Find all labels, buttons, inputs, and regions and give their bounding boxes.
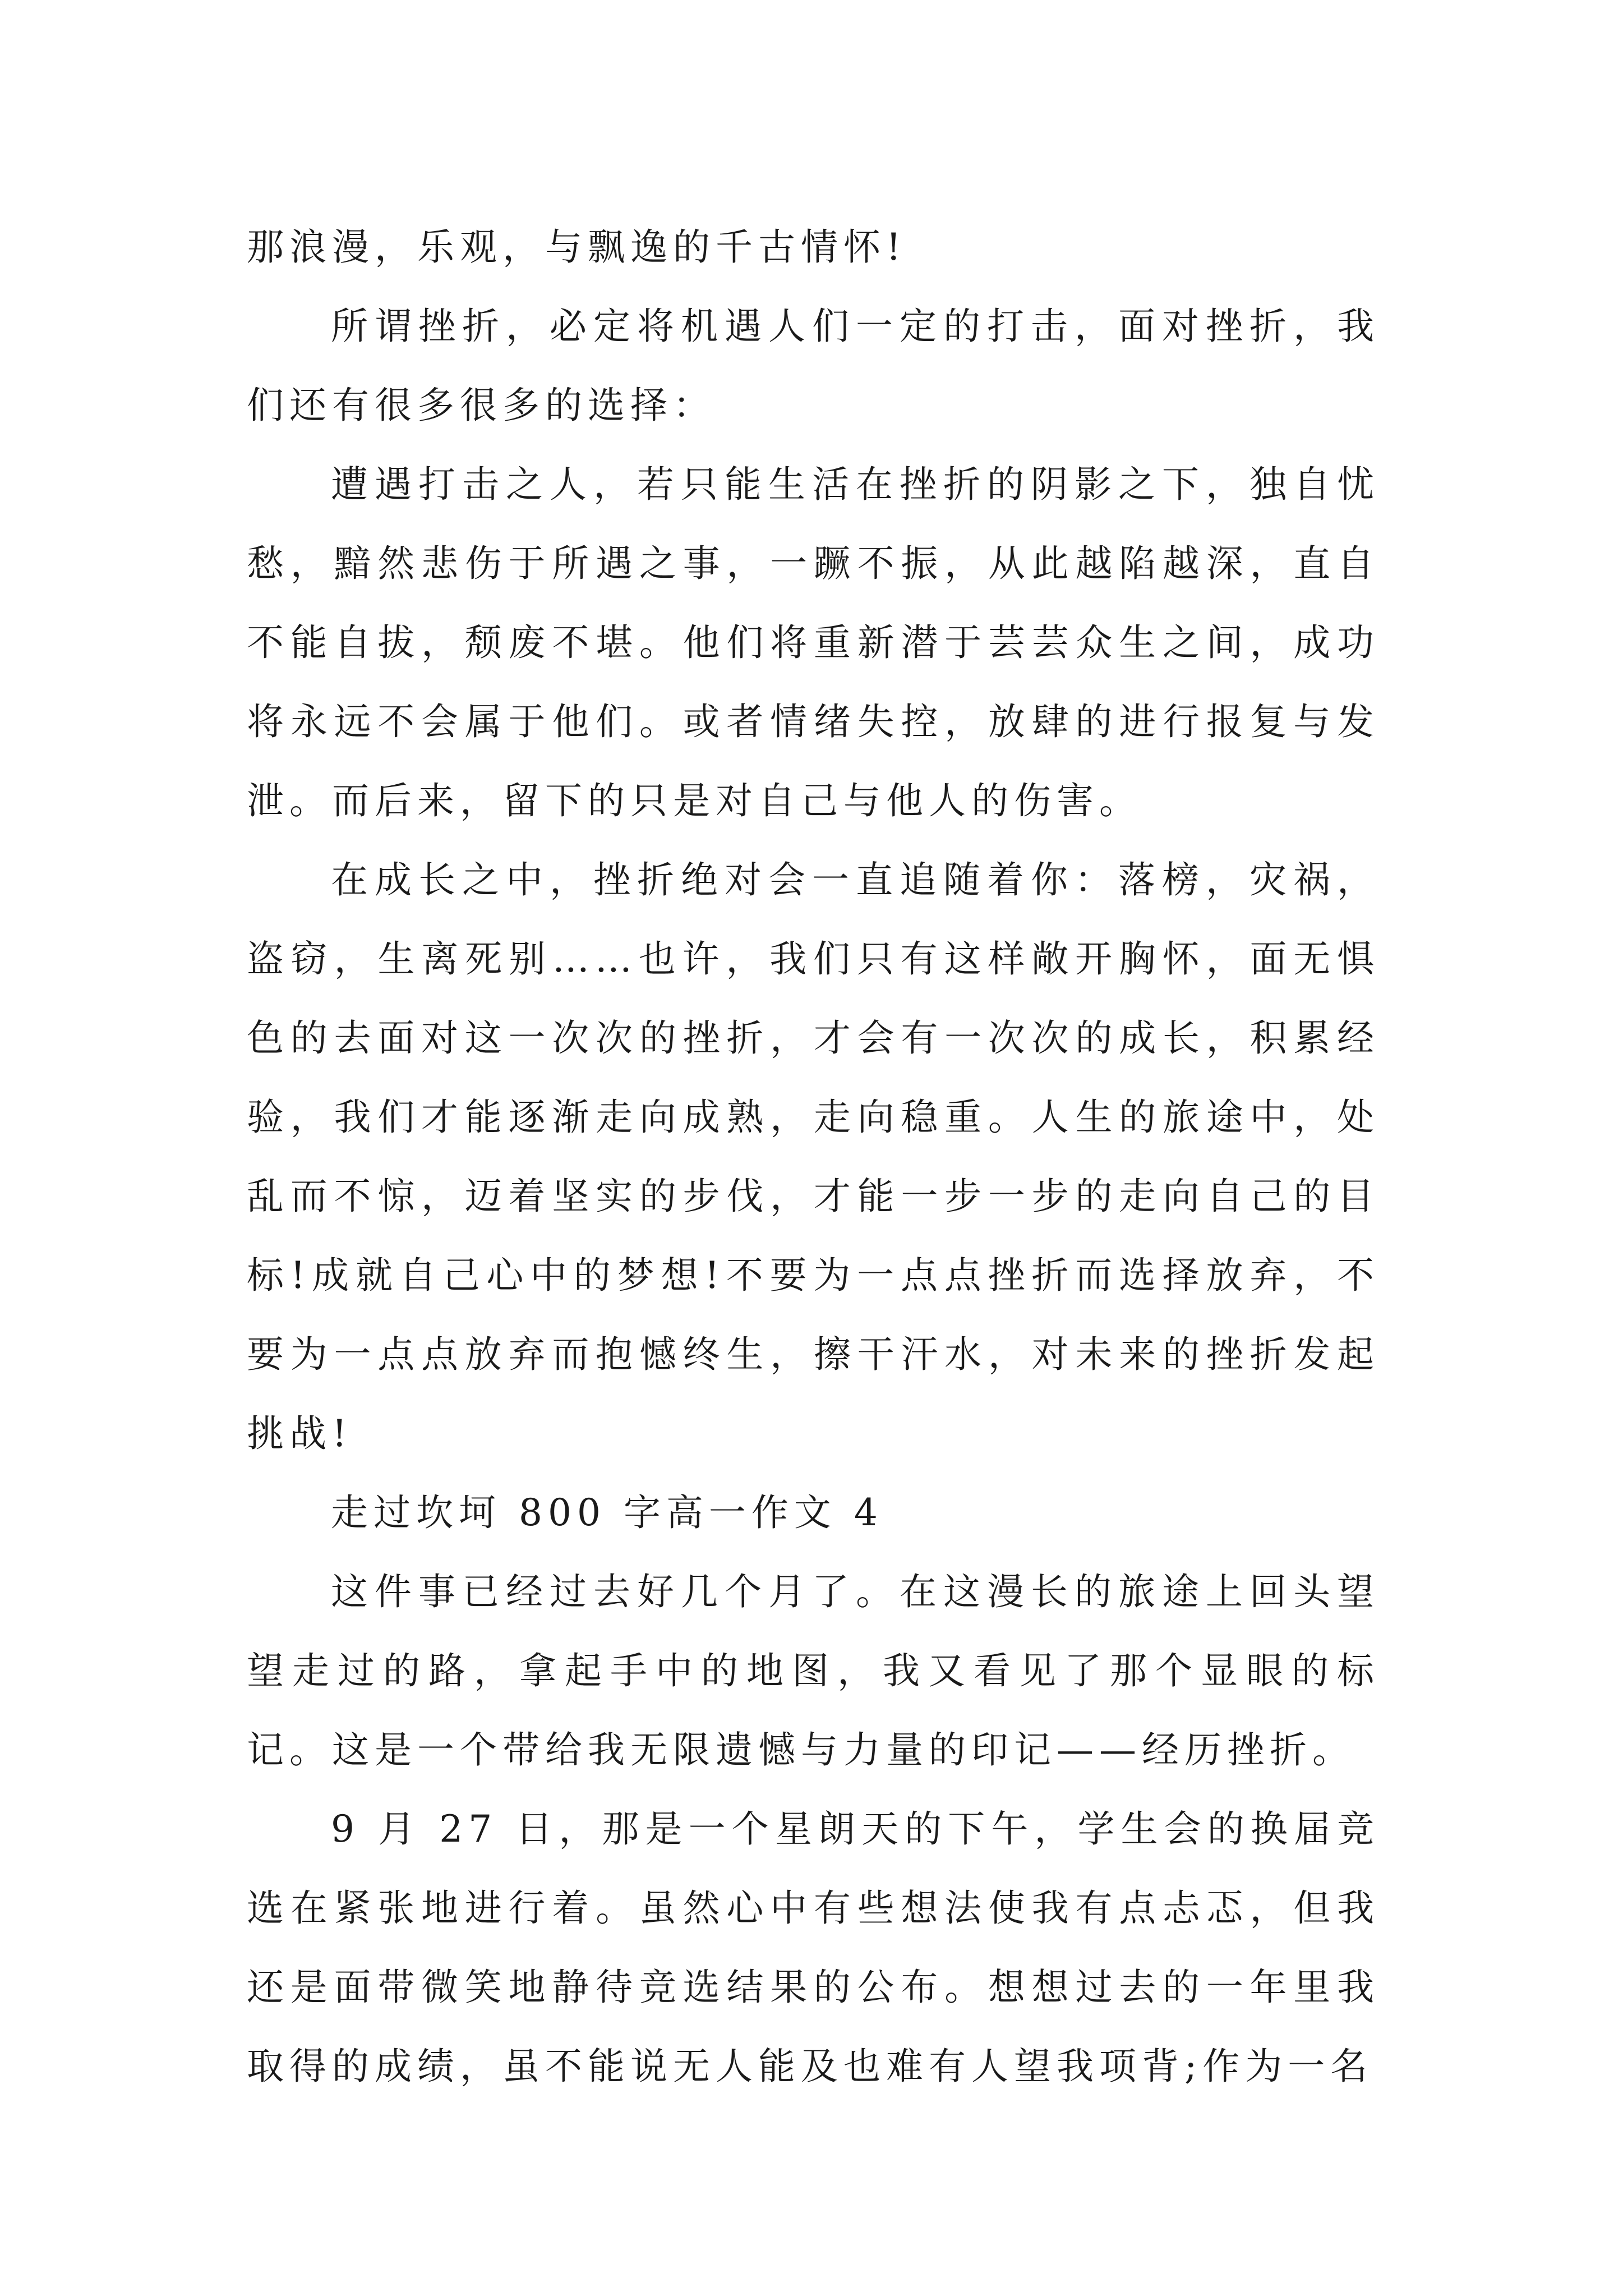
- paragraph-3: 遭遇打击之人，若只能生活在挫折的阴影之下，独自忧愁，黯然悲伤于所遇之事，一蹶不振，从此越陷越深，直自不能自拔，颓废不堪。他们将重新潜于芸芸众生之间，成功将永远不会属于他们。或者情绪失控，放肆的进行报复与发泄。而后来，留下的只是对自己与他人的伤害。: [247, 463, 1380, 822]
- paragraph-6: 9 月 27 日，那是一个星朗天的下午，学生会的换届竞选在紧张地进行着。虽然心中有些想法使我有点忐忑，但我还是面带微笑地静待竞选结果的公布。想想过去的一年里我取得的成绩，虽不能说无人能及也难有人望我项背;作为一名: [247, 1807, 1380, 2088]
- paragraph-2: 所谓挫折，必定将机遇人们一定的打击，面对挫折，我们还有很多很多的选择：: [247, 305, 1380, 427]
- paragraph-4: 在成长之中，挫折绝对会一直追随着你：落榜，灾祸，盗窃，生离死别……也许，我们只有这样敞开胸怀，面无惧色的去面对这一次次的挫折，才会有一次次的成长，积累经验，我们才能逐渐走向成熟，走向稳重。人生的旅途中，处乱而不惊，迈着坚实的步伐，才能一步一步的走向自己的目标!成就自己心中的梦想!不要为一点点挫折而选择放弃，不要为一点点放弃而抱憾终生，擦干汗水，对未来的挫折发起挑战!: [247, 858, 1380, 1455]
- paragraph-5: 这件事已经过去好几个月了。在这漫长的旅途上回头望望走过的路，拿起手中的地图，我又看见了那个显眼的标记。这是一个带给我无限遗憾与力量的印记——经历挫折。: [247, 1570, 1380, 1772]
- section-heading: 走过坎坷 800 字高一作文 4: [331, 1491, 883, 1534]
- paragraph-1: 那浪漫，乐观，与飘逸的千古情怀!: [247, 226, 907, 269]
- document-body: [247, 208, 1380, 2106]
